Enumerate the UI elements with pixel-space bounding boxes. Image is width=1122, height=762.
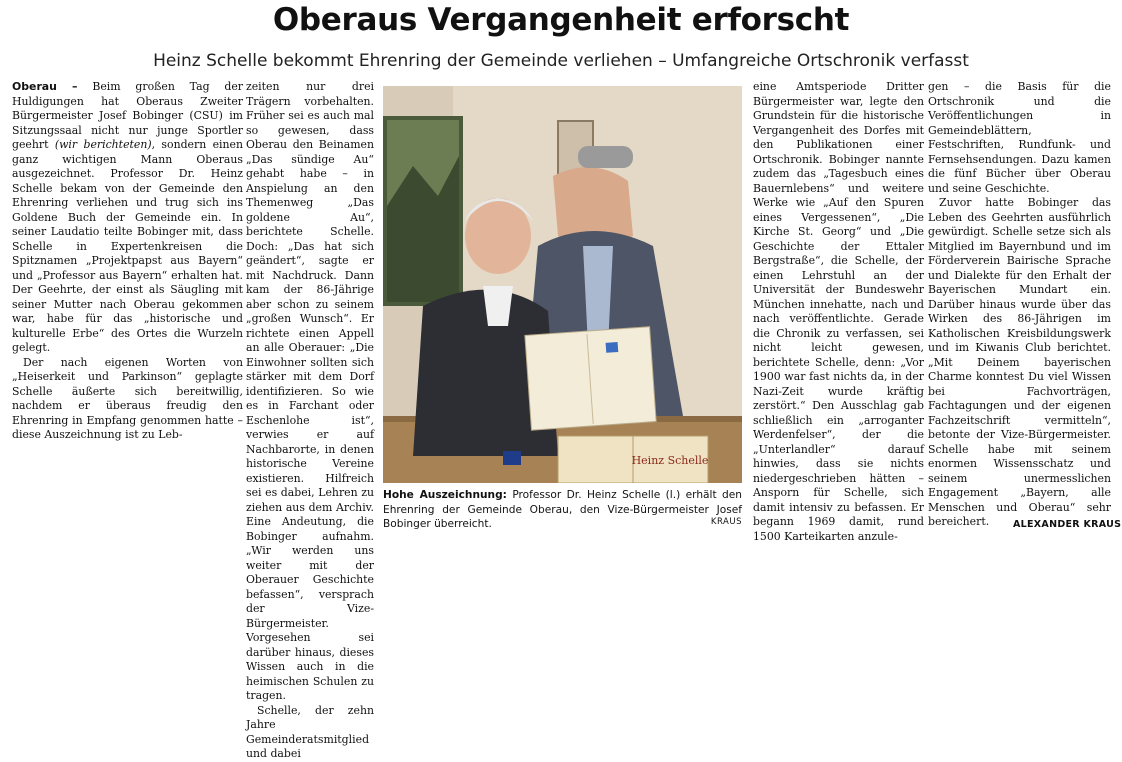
article-column-1 — [12, 80, 243, 443]
photo-caption — [383, 488, 742, 532]
caption-label: Hohe Auszeichnung: — [383, 489, 507, 501]
subheadline: Heinz Schelle bekommt Ehrenring der Gemeinde verliehen – Umfangreiche Ortschronik verfasst — [153, 51, 969, 71]
article-column-2 — [246, 80, 374, 762]
photo-credit: KRAUS — [710, 517, 742, 527]
article-column-3 — [753, 80, 924, 544]
paragraph-1-italic: (wir berichteten) — [54, 138, 152, 151]
paragraph-5: eine Amtsperiode Dritter Bürgermeister war, legte den Grundstein für die historische Vergangenheit des Dorfes mit den Publikationen einer Ortschronik. Bobinger nannte zudem das „Tagesbuch eines Bauernlebens“ und weitere Werke wie „Auf den Spuren eines Vergessenen“, „Die Kirche St. Georg“ und „Die Geschichte der Ettaler Bergstraße“, die Schelle, der einen Lehrstuhl an der Universität der Bundeswehr München innehatte, nach und nach veröffentlichte. Gerade die Chronik zu verfassen, sei nicht leicht gewesen, berichtete Schelle, denn: „Vor 1900 war fast nichts da, in der Nazi-Zeit wurde kräftig zerstört.“ Den Ausschlag gab schließlich ein „arroganter Werdenfelser“, der die „Unterlandler“ darauf hinwies, dass sie nichts niedergeschrieben hätten – Ansporn für Schelle, sich damit intensiv zu befassen. Er begann 1969 damit, rund 1500 Karteikarten anzule- — [753, 80, 924, 543]
paragraph-2: Der nach eigenen Worten von „Heiserkeit und Parkinson“ geplagte Schelle äußerte sich bereitwillig, nachdem er überaus freudig den Ehrenring in Empfang genommen hatte – diese Auszeichnung ist zu Leb- — [12, 355, 243, 441]
caption-text: Professor Dr. Heinz Schelle (l.) erhält den Ehrenring der Gemeinde Oberau, den Vize-Bürgermeister Josef Bobinger überreicht. — [383, 489, 742, 530]
headline: Oberaus Vergangenheit erforscht — [272, 2, 850, 38]
author-byline: ALEXANDER KRAUS — [1013, 519, 1122, 530]
article-column-4 — [928, 80, 1111, 530]
paragraph-7: Zuvor hatte Bobinger das Leben des Geehrten ausführlich gewürdigt. Schelle setze sich als Mitglied im Bayernbund und im Förderverein Bairische Sprache und Dialekte für den Erhalt der Bayerischen Mundart ein. Darüber hinaus wurde über das Wirken des 86-Jährigen im Katholischen Kreisbildungswerk und im Kiwanis Club berichtet. „Mit Deinem bayerischen Charme konntest Du viel Wissen bei Fachvorträgen, Fachtagungen und der eigenen Fachzeitschrift vermitteln“, betonte der Vize-Bürgermeister. Schelle habe mit seinem enormen Wissensschatz und seinem unermesslichen Engagement „Bayern, alle Menschen und Oberau“ sehr bereichert. — [928, 196, 1111, 528]
paragraph-4: Schelle, der zehn Jahre Gemeinderatsmitglied und dabei — [246, 703, 374, 760]
golden-book-text: Heinz Schelle — [631, 454, 709, 467]
paragraph-1-end: , sondern einen ganz wichtigen Mann Oberaus ausgezeichnet. Professor Dr. Heinz Schelle bekam von der Gemeinde den Ehrenring verliehen und trug sich ins Goldene Buch der Gemeinde ein. In seiner Laudatio teilte Bobinger mit, dass Schelle in Expertenkreisen die Spitznamen „Projektpapst aus Bayern“ und „Professor aus Bayern“ erhalten hat. Der Geehrte, der einst als Säugling mit seiner Mutter nach Oberau gekommen war, habe für das „historische und kulturelle Erbe“ des Ortes die Wurzeln gelegt. — [12, 138, 243, 354]
paragraph-3: zeiten nur drei Trägern vorbehalten. Früher sei es auch mal so gewesen, dass Oberau den Beinamen „Das sündige Au“ gehabt habe – in Anspielung an den Themenweg „Das goldene Au“, berichtete Schelle. Doch: „Das hat sich geändert“, sagte er mit Nachdruck. Dann kam der 86-Jährige aber schon zu seinem „großen Wunsch“. Er richtete einen Appell an alle Oberauer: „Die Einwohner sollten sich stärker mit dem Dorf identifizieren. So wie es in Farchant oder Eschenlohe ist“, verwies er auf Nachbarorte, in denen historische Vereine existieren. Hilfreich sei es dabei, Lehren zu ziehen aus dem Archiv. Eine Andeutung, die Bobinger aufnahm. „Wir werden uns weiter mit der Oberauer Geschichte befassen“, versprach der Vize-Bürgermeister. Vorgesehen sei darüber hinaus, dieses Wissen auch in die heimischen Schulen zu tragen. — [246, 80, 374, 702]
paragraph-1: Beim großen Tag der Huldigungen hat Oberaus Zweiter Bürgermeister Josef Bobinger (CSU) im Sitzungssaal nicht nur junge Sportler geehrt — [12, 80, 243, 151]
article-photo — [383, 86, 742, 483]
photo-illustration — [383, 86, 742, 483]
paragraph-6: gen – die Basis für die Ortschronik und die Veröffentlichungen in Gemeindeblättern, Festschriften, Rundfunk- und Fernsehsendungen. Dazu kamen die fünf Bücher über Oberau und seine Geschichte. — [928, 80, 1111, 195]
dateline: Oberau – — [12, 80, 78, 93]
